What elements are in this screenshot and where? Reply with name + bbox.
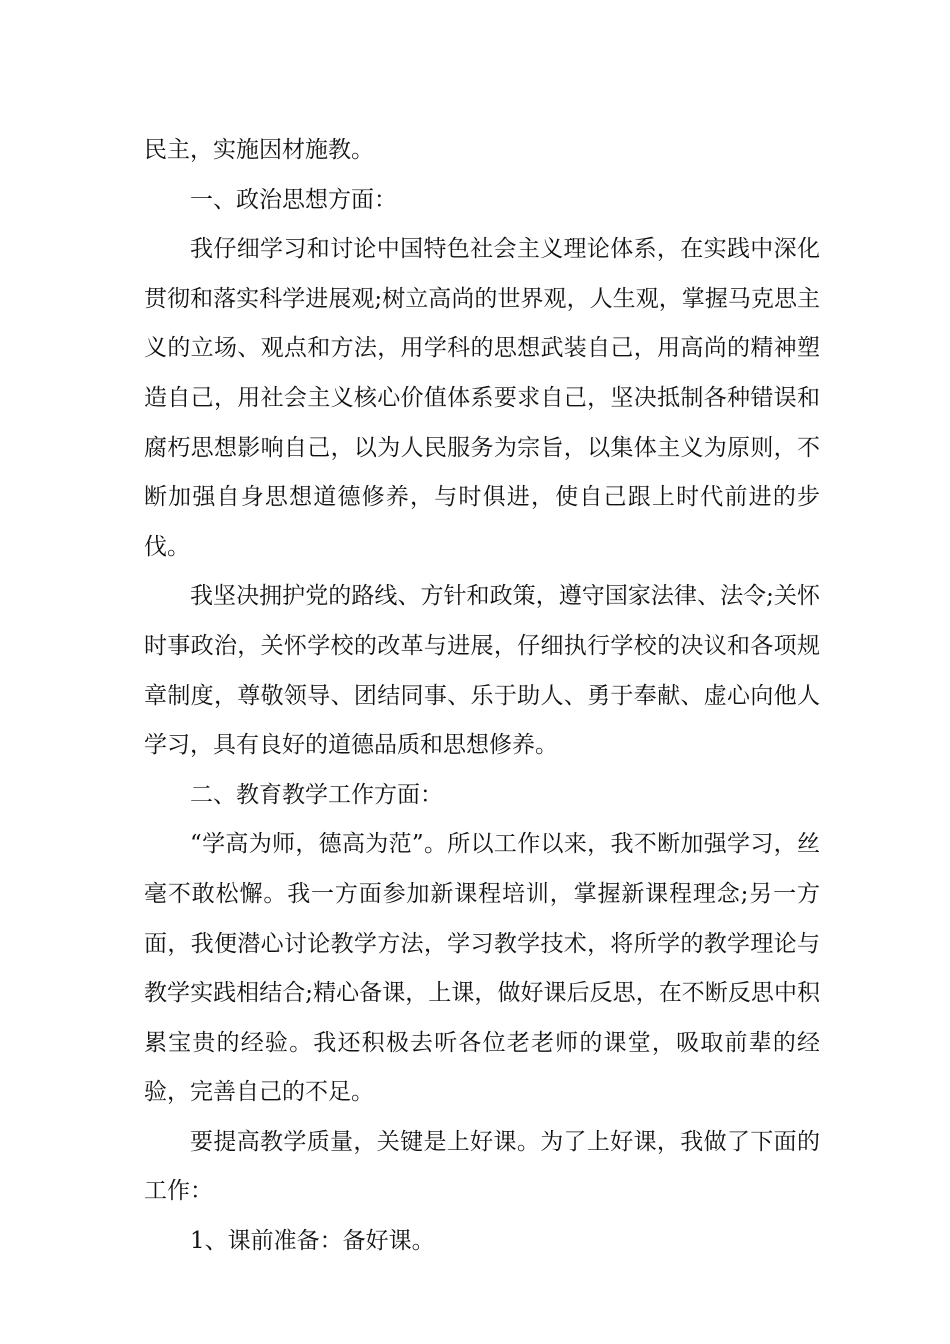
- section-heading-teaching: 二、教育教学工作方面：: [190, 781, 443, 808]
- paragraph-party-line: 我坚决拥护党的路线、方针和政策，遵守国家法律、法令;关怀时事政治，关怀学校的改革与进展，仔细执行学校的决议和各项规章制度，尊敬领导、团结同事、乐于助人、勇于奉献、虚心向他人学习，具有良好的道德品质和思想修养。: [144, 583, 820, 759]
- document-body: [144, 126, 820, 1267]
- section-heading-political: 一、政治思想方面：: [190, 186, 397, 213]
- paragraph-continuation: 民主，实施因材施教。: [144, 137, 374, 163]
- paragraph-teaching-quality: 要提高教学质量，关键是上好课。为了上好课，我做了下面的工作：: [144, 1128, 820, 1205]
- paragraph-theory-study: 我仔细学习和讨论中国特色社会主义理论体系，在实践中深化贯彻和落实科学进展观;树立高尚的世界观，人生观，掌握马克思主义的立场、观点和方法，用学科的思想武装自己，用高尚的精神塑造自己，用社会主义核心价值体系要求自己，坚决抵制各种错误和腐朽思想影响自己，以为人民服务为宗旨，以集体主义为原则，不断加强自身思想道德修养，与时俱进，使自己跟上时代前进的步伐。: [144, 236, 820, 560]
- paragraph-learning: “学高为师，德高为范”。所以工作以来，我不断加强学习，丝毫不敢松懈。我一方面参加新课程培训，掌握新课程理念;另一方面，我便潜心讨论教学方法，学习教学技术，将所学的教学理论与教学实践相结合;精心备课，上课，做好课后反思，在不断反思中积累宝贵的经验。我还积极去听各位老老师的课堂，吸取前辈的经验，完善自己的不足。: [144, 831, 820, 1106]
- list-item-preparation: 1、课前准备：备好课。: [190, 1228, 435, 1255]
